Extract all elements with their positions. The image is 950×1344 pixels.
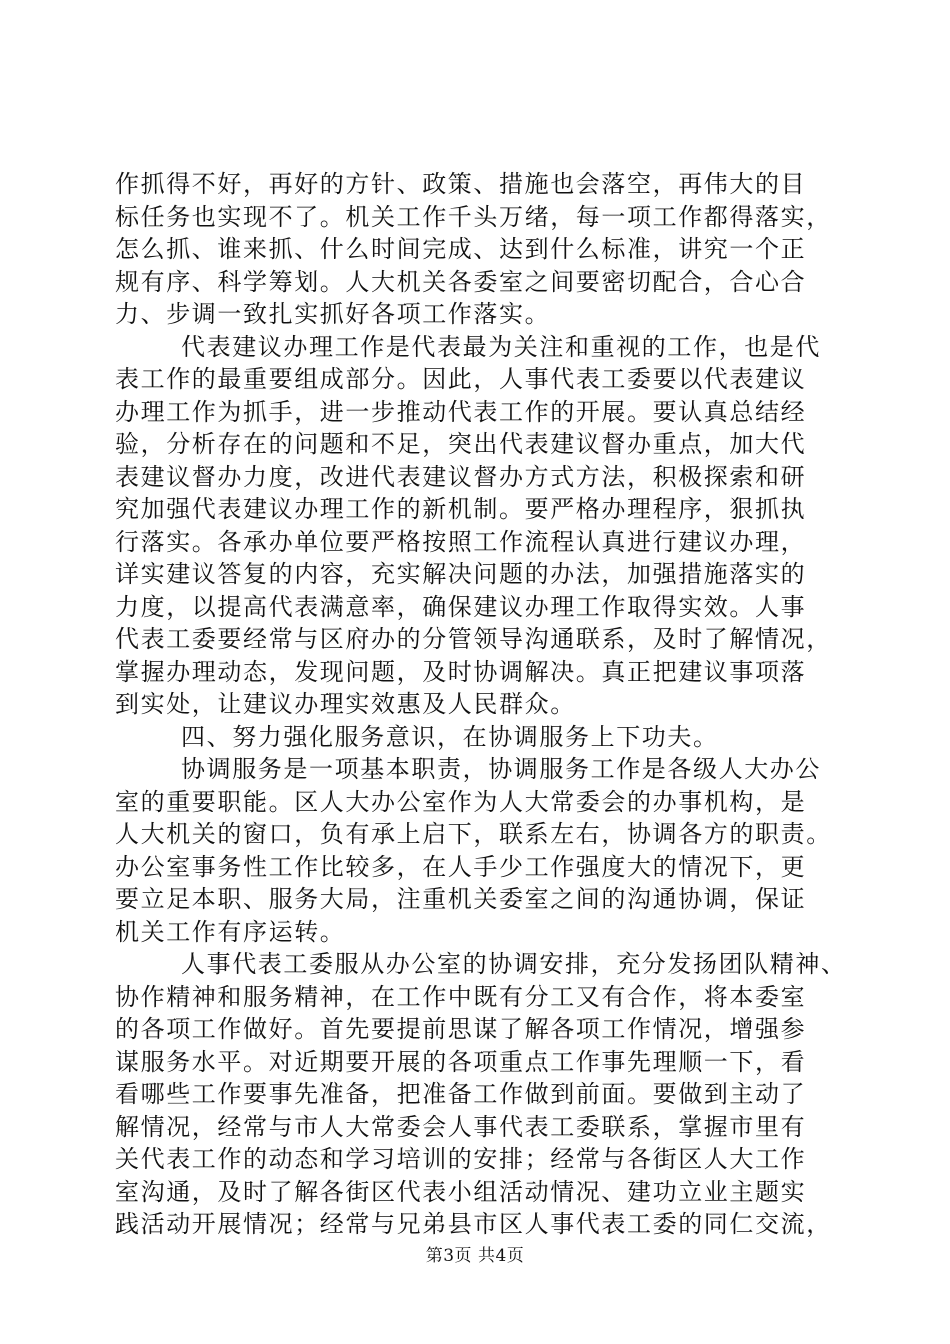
text-line: 代表工委要经常与区府办的分管领导沟通联系，及时了解情况， bbox=[115, 625, 832, 653]
text-line: 协作精神和服务精神，在工作中既有分工又有合作，将本委室 bbox=[115, 982, 807, 1011]
text-line: 室的重要职能。区人大办公室作为人大常委会的办事机构，是 bbox=[115, 787, 807, 816]
text-line: 人大机关的窗口，负有承上启下，联系左右，协调各方的职责。 bbox=[115, 820, 832, 848]
text-line: 谋服务水平。对近期要开展的各项重点工作事先理顺一下，看 bbox=[115, 1047, 807, 1076]
text-line: 解情况，经常与市人大常委会人事代表工委联系，掌握市里有 bbox=[115, 1112, 807, 1141]
text-line: 规有序、科学筹划。人大机关各委室之间要密切配合，合心合 bbox=[115, 267, 807, 296]
text-line: 验，分析存在的问题和不足，突出代表建议督办重点，加大代 bbox=[115, 430, 807, 458]
page-number: 第3页 共4页 bbox=[425, 1246, 525, 1266]
text-line: 践活动开展情况；经常与兄弟县市区人事代表工委的同仁交流， bbox=[115, 1210, 832, 1238]
text-line: 关代表工作的动态和学习培训的安排；经常与各街区人大工作 bbox=[115, 1145, 807, 1173]
paragraph-start-line: 协调服务是一项基本职责，协调服务工作是各级人大办公 bbox=[181, 755, 821, 783]
text-line: 详实建议答复的内容，充实解决问题的办法，加强措施落实的 bbox=[115, 560, 807, 588]
text-line: 怎么抓、谁来抓、什么时间完成、达到什么标准，讲究一个正 bbox=[115, 235, 807, 263]
text-line: 机关工作有序运转。 bbox=[115, 917, 346, 946]
text-line: 的各项工作做好。首先要提前思谋了解各项工作情况，增强参 bbox=[115, 1015, 807, 1043]
paragraph-start-line: 人事代表工委服从办公室的协调安排，充分发扬团队精神、 bbox=[181, 950, 847, 978]
text-line: 行落实。各承办单位要严格按照工作流程认真进行建议办理， bbox=[115, 527, 807, 556]
text-line: 作抓得不好，再好的方针、政策、措施也会落空，再伟大的目 bbox=[115, 170, 807, 198]
text-line: 办理工作为抓手，进一步推动代表工作的开展。要认真总结经 bbox=[115, 397, 807, 426]
body-text bbox=[115, 168, 847, 1241]
text-line: 力、步调一致扎实抓好各项工作落实。 bbox=[115, 300, 551, 328]
text-line: 室沟通，及时了解各街区代表小组活动情况、建功立业主题实 bbox=[115, 1177, 807, 1206]
paragraph-start-line: 代表建议办理工作是代表最为关注和重视的工作，也是代 bbox=[181, 332, 821, 361]
text-line: 究加强代表建议办理工作的新机制。要严格办理程序，狠抓执 bbox=[115, 495, 807, 523]
section-heading: 四、努力强化服务意识，在协调服务上下功夫。 bbox=[181, 722, 719, 751]
text-line: 到实处，让建议办理实效惠及人民群众。 bbox=[115, 690, 576, 718]
text-line: 力度，以提高代表满意率，确保建议办理工作取得实效。人事 bbox=[115, 592, 807, 621]
text-line: 表工作的最重要组成部分。因此，人事代表工委要以代表建议 bbox=[115, 365, 807, 393]
text-line: 表建议督办力度，改进代表建议督办方式方法，积极探索和研 bbox=[115, 462, 807, 491]
page-footer bbox=[0, 1244, 950, 1268]
text-line: 要立足本职、服务大局，注重机关委室之间的沟通协调，保证 bbox=[115, 885, 807, 913]
text-line: 标任务也实现不了。机关工作千头万绪，每一项工作都得落实， bbox=[115, 202, 832, 231]
text-line: 掌握办理动态，发现问题，及时协调解决。真正把建议事项落 bbox=[115, 657, 807, 686]
text-line: 办公室事务性工作比较多，在人手少工作强度大的情况下，更 bbox=[115, 852, 807, 881]
text-line: 看哪些工作要事先准备，把准备工作做到前面。要做到主动了 bbox=[115, 1080, 807, 1108]
